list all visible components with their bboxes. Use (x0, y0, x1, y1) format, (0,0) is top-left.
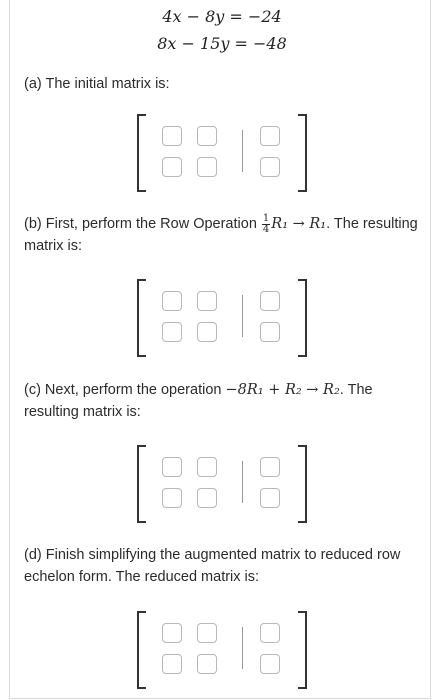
row-operation-b: R₁ → R₁ (271, 216, 327, 232)
right-bracket (298, 445, 307, 523)
part-b-label (24, 213, 424, 257)
matrix-c-r1c1-input[interactable] (162, 457, 182, 477)
matrix-b-r1c1-input[interactable] (162, 291, 182, 311)
equation-1: 4x − 8y = −24 (162, 7, 282, 26)
augment-divider (242, 627, 243, 669)
augment-divider (242, 295, 243, 337)
matrix-d (137, 611, 307, 687)
matrix-a-r1c3-input[interactable] (260, 126, 280, 146)
matrix-b-r2c1-input[interactable] (162, 322, 182, 342)
left-bracket (137, 445, 146, 523)
matrix-c-r2c3-input[interactable] (260, 488, 280, 508)
matrix-c-r2c1-input[interactable] (162, 488, 182, 508)
matrix-c-r1c2-input[interactable] (197, 457, 217, 477)
left-bracket (137, 279, 146, 357)
left-bracket (137, 611, 146, 689)
matrix-a-r2c2-input[interactable] (197, 157, 217, 177)
part-c-text-end: . The resulting matrix is: (24, 382, 373, 420)
part-d-label: (d) Finish simplifying the augmented matrix to reduced row echelon form. The reduced matrix is: (24, 547, 401, 585)
matrix-a-r2c1-input[interactable] (162, 157, 182, 177)
right-bracket (298, 611, 307, 689)
fraction-numerator: 1 (262, 212, 270, 224)
matrix-d-r1c2-input[interactable] (197, 623, 217, 643)
matrix-c (137, 445, 307, 521)
matrix-c-r1c3-input[interactable] (260, 457, 280, 477)
matrix-b-r2c3-input[interactable] (260, 322, 280, 342)
right-bracket (298, 114, 307, 192)
matrix-b-r1c3-input[interactable] (260, 291, 280, 311)
part-c-text-start: (c) Next, perform the operation (24, 382, 226, 398)
fraction-one-quarter (262, 214, 270, 235)
matrix-a (137, 114, 307, 190)
matrix-d-r1c1-input[interactable] (162, 623, 182, 643)
matrix-d-r2c3-input[interactable] (260, 654, 280, 674)
matrix-a-r1c2-input[interactable] (197, 126, 217, 146)
matrix-d-r2c2-input[interactable] (197, 654, 217, 674)
fraction-denominator: 4 (262, 223, 270, 235)
part-c-label (24, 379, 424, 423)
augment-divider (242, 461, 243, 503)
matrix-d-r2c1-input[interactable] (162, 654, 182, 674)
augment-divider (242, 130, 243, 172)
equation-2: 8x − 15y = −48 (157, 34, 287, 53)
part-a-label: (a) The initial matrix is: (24, 76, 170, 92)
matrix-c-r2c2-input[interactable] (197, 488, 217, 508)
left-bracket (137, 114, 146, 192)
part-b-text-end: . The resulting matrix is: (24, 216, 418, 254)
right-bracket (298, 279, 307, 357)
matrix-b (137, 279, 307, 355)
row-operation-c: −8R₁ + R₂ → R₂ (225, 382, 340, 398)
matrix-d-r1c3-input[interactable] (260, 623, 280, 643)
matrix-b-r1c2-input[interactable] (197, 291, 217, 311)
part-b-text-start: (b) First, perform the Row Operation (24, 216, 261, 232)
matrix-a-r2c3-input[interactable] (260, 157, 280, 177)
matrix-a-r1c1-input[interactable] (162, 126, 182, 146)
matrix-b-r2c2-input[interactable] (197, 322, 217, 342)
